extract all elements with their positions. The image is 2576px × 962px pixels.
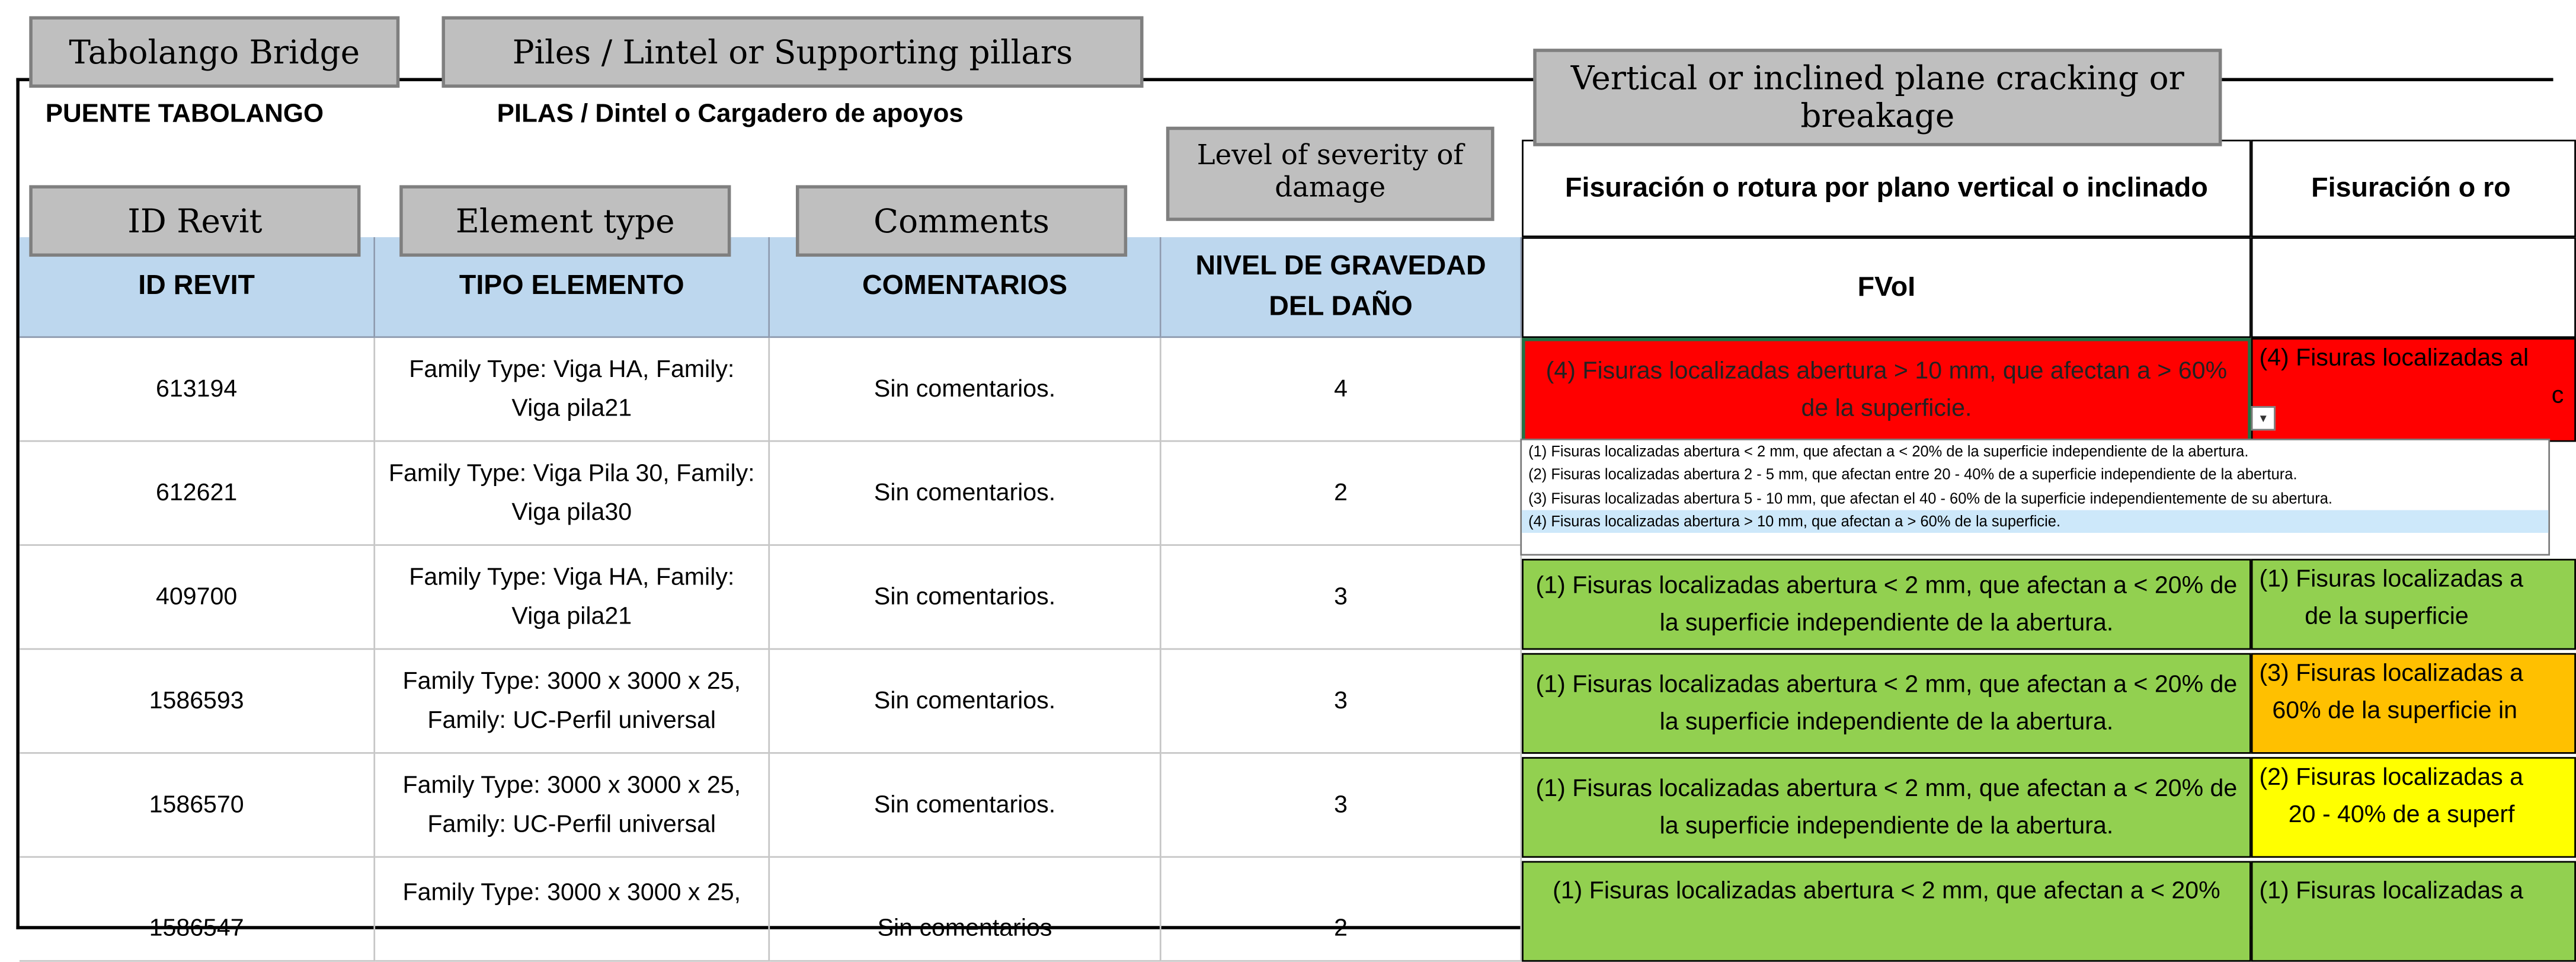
cell-damage2-line1: (3) Fisuras localizadas a xyxy=(2259,659,2524,688)
annotation-cracking: Vertical or inclined plane cracking or breakage xyxy=(1533,49,2222,146)
cell-id[interactable]: 612621 xyxy=(20,442,375,545)
validation-dropdown-list[interactable] xyxy=(1520,439,2550,555)
cell-damage2-line2: de la superficie xyxy=(2305,603,2469,631)
sheet-title-bridge: PUENTE TABOLANGO xyxy=(45,100,324,129)
cell-damage-selected[interactable]: (4) Fisuras localizadas abertura > 10 mm, que afectan a > 60% de la superficie. xyxy=(1522,338,2251,442)
cell-damage2-line1: (2) Fisuras localizadas a xyxy=(2259,763,2524,791)
cell-comentarios[interactable] xyxy=(770,858,1161,961)
cell-damage2-line1: (1) Fisuras localizadas a xyxy=(2259,565,2524,593)
cell-damage[interactable]: (1) Fisuras localizadas abertura < 2 mm, que afectan a < 20% de la superficie independiente de la abertura. xyxy=(1522,653,2251,754)
cell-comentarios[interactable]: Sin comentarios. xyxy=(770,650,1161,753)
cell-damage[interactable]: (1) Fisuras localizadas abertura < 2 mm, que afectan a < 20% de la superficie independiente de la abertura. xyxy=(1522,559,2251,650)
cell-id[interactable]: 409700 xyxy=(20,546,375,650)
cell-comentarios[interactable]: Sin comentarios. xyxy=(770,442,1161,545)
cell-id[interactable]: 1586570 xyxy=(20,754,375,858)
cell-nivel[interactable]: 3 xyxy=(1161,754,1522,858)
cell-damage[interactable]: (1) Fisuras localizadas abertura < 2 mm, que afectan a < 20% de la superficie independiente de la abertura. xyxy=(1522,757,2251,858)
cell-nivel[interactable]: 4 xyxy=(1161,338,1522,442)
cell-id[interactable]: 613194 xyxy=(20,338,375,442)
cell-tipo[interactable]: Family Type: Viga Pila 30, Family: Viga pila30 xyxy=(375,442,770,545)
annotation-comments: Comments xyxy=(796,185,1127,257)
dropdown-option[interactable]: (4) Fisuras localizadas abertura > 10 mm, que afectan a > 60% de la superficie. xyxy=(1522,510,2548,533)
cell-damage2[interactable]: (1) Fisuras localizadas a xyxy=(2251,861,2576,962)
header-id-revit[interactable]: ID REVIT xyxy=(20,237,375,338)
cell-damage[interactable]: (1) Fisuras localizadas abertura < 2 mm, que afectan a < 20% xyxy=(1522,861,2251,962)
dropdown-option[interactable]: (3) Fisuras localizadas abertura 5 - 10 mm, que afectan el 40 - 60% de la superficie independientemente de su abertura. xyxy=(1528,490,2333,507)
annotation-severity: Level of severity of damage xyxy=(1166,127,1495,221)
cell-damage2[interactable] xyxy=(2251,338,2576,442)
dropdown-option[interactable]: (2) Fisuras localizadas abertura 2 - 5 mm, que afectan entre 20 - 40% de a superficie independiente de la abertura. xyxy=(1528,466,2297,483)
cell-id-text: 1586547 xyxy=(149,913,244,942)
cell-nivel[interactable]: 3 xyxy=(1161,650,1522,753)
sheet-title-element: PILAS / Dintel o Cargadero de apoyos xyxy=(497,100,964,129)
cell-id[interactable] xyxy=(20,858,375,961)
cell-tipo[interactable]: Family Type: 3000 x 3000 x 25, xyxy=(375,858,770,961)
cell-tipo[interactable]: Family Type: 3000 x 3000 x 25, Family: UC-Perfil universal xyxy=(375,754,770,858)
dropdown-option[interactable]: (1) Fisuras localizadas abertura < 2 mm, que afectan a < 20% de la superficie independiente de la abertura. xyxy=(1528,443,2249,460)
cell-tipo[interactable]: Family Type: Viga HA, Family: Viga pila21 xyxy=(375,338,770,442)
cell-nivel-text: 2 xyxy=(1334,913,1348,942)
header-damage2-code[interactable] xyxy=(2251,237,2576,338)
cell-id[interactable]: 1586593 xyxy=(20,650,375,753)
header-nivel-gravedad[interactable]: NIVEL DE GRAVEDAD DEL DAÑO xyxy=(1161,237,1522,338)
header-damage-code[interactable]: FVoI xyxy=(1522,237,2251,338)
header-damage2-title[interactable]: Fisuración o ro xyxy=(2251,140,2576,237)
cell-comentarios[interactable]: Sin comentarios. xyxy=(770,338,1161,442)
annotation-id-revit: ID Revit xyxy=(29,185,360,257)
annotation-bridge: Tabolango Bridge xyxy=(29,16,399,88)
cell-tipo[interactable]: Family Type: 3000 x 3000 x 25, Family: UC-Perfil universal xyxy=(375,650,770,753)
dropdown-arrow-icon[interactable]: ▾ xyxy=(2251,406,2276,430)
cell-damage2-line2: 20 - 40% de a superf xyxy=(2288,801,2515,829)
cell-comentarios-text: Sin comentarios xyxy=(877,913,1052,942)
header-damage-title[interactable]: Fisuración o rotura por plano vertical o inclinado xyxy=(1522,140,2251,237)
cell-nivel[interactable]: 2 xyxy=(1161,442,1522,545)
cell-comentarios[interactable]: Sin comentarios. xyxy=(770,754,1161,858)
annotation-element-type: Element type xyxy=(399,185,731,257)
header-comentarios[interactable]: COMENTARIOS xyxy=(770,237,1161,338)
cell-nivel[interactable]: 3 xyxy=(1161,546,1522,650)
cell-damage2[interactable] xyxy=(2251,559,2576,650)
cell-damage2[interactable] xyxy=(2251,653,2576,754)
annotation-piles: Piles / Lintel or Supporting pillars xyxy=(441,16,1143,88)
cell-tipo[interactable]: Family Type: Viga HA, Family: Viga pila21 xyxy=(375,546,770,650)
cell-damage2-line2: c xyxy=(2551,382,2564,410)
cell-comentarios[interactable]: Sin comentarios. xyxy=(770,546,1161,650)
cell-damage2[interactable] xyxy=(2251,757,2576,858)
header-tipo-elemento[interactable]: TIPO ELEMENTO xyxy=(375,237,770,338)
cell-damage2-line2: 60% de la superficie in xyxy=(2272,697,2518,726)
cell-nivel[interactable] xyxy=(1161,858,1522,961)
cell-damage2-line1: (4) Fisuras localizadas al xyxy=(2259,344,2529,372)
